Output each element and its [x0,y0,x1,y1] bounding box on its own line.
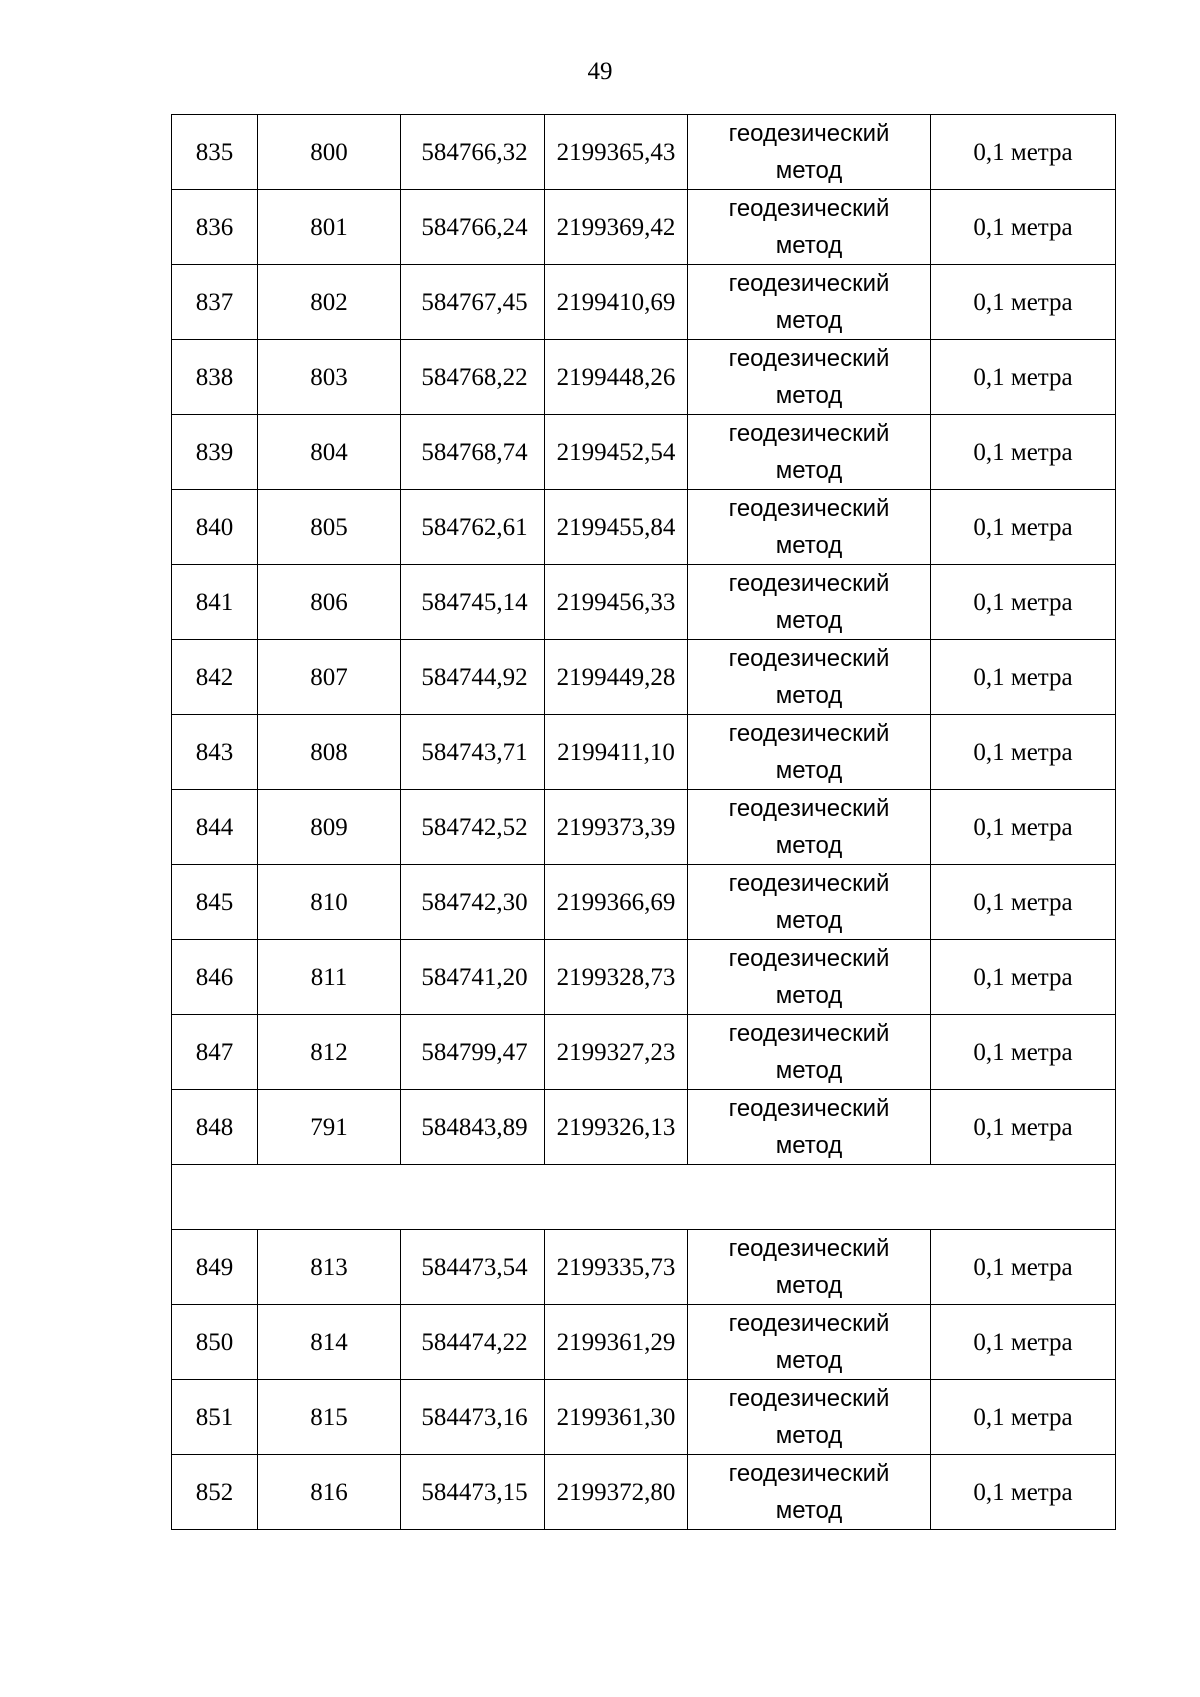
accuracy-cell: 0,1 метра [931,1380,1116,1455]
method-cell [688,115,931,190]
method-text: метод [775,457,843,484]
method-cell [688,1455,931,1530]
accuracy-cell: 0,1 метра [931,1015,1116,1090]
point-number-cell: 816 [258,1455,401,1530]
method-text: геодезический [728,1460,890,1487]
method-cell [688,865,931,940]
method-text: метод [775,982,843,1009]
accuracy-cell: 0,1 метра [931,1230,1116,1305]
table-row [172,1305,1116,1380]
method-text: геодезический [728,420,890,447]
table-row [172,715,1116,790]
method-text: метод [775,1272,843,1299]
method-cell [688,940,931,1015]
point-number-cell: 801 [258,190,401,265]
method-text: геодезический [728,795,890,822]
method-text: геодезический [728,1095,890,1122]
x-coordinate-cell: 584799,47 [401,1015,545,1090]
row-number-cell: 843 [172,715,258,790]
row-number-cell: 837 [172,265,258,340]
separator-row [172,1165,1116,1230]
table-row [172,265,1116,340]
row-number-cell: 851 [172,1380,258,1455]
method-text: метод [775,682,843,709]
accuracy-cell: 0,1 метра [931,640,1116,715]
table-row [172,940,1116,1015]
x-coordinate-cell: 584473,54 [401,1230,545,1305]
method-cell [688,565,931,640]
row-number-cell: 836 [172,190,258,265]
method-text: геодезический [728,270,890,297]
separator-cell [172,1165,1116,1230]
method-cell [688,1305,931,1380]
point-number-cell: 810 [258,865,401,940]
method-text: метод [775,757,843,784]
method-text: геодезический [728,645,890,672]
y-coordinate-cell: 2199326,13 [545,1090,688,1165]
method-cell [688,715,931,790]
method-text: метод [775,907,843,934]
table-row [172,865,1116,940]
y-coordinate-cell: 2199410,69 [545,265,688,340]
y-coordinate-cell: 2199327,23 [545,1015,688,1090]
method-text: метод [775,532,843,559]
y-coordinate-cell: 2199335,73 [545,1230,688,1305]
method-cell [688,1230,931,1305]
method-text: метод [775,607,843,634]
x-coordinate-cell: 584474,22 [401,1305,545,1380]
method-text: геодезический [728,195,890,222]
row-number-cell: 842 [172,640,258,715]
method-text: геодезический [728,1235,890,1262]
method-text: геодезический [728,495,890,522]
point-number-cell: 814 [258,1305,401,1380]
point-number-cell: 811 [258,940,401,1015]
method-cell [688,340,931,415]
method-text: метод [775,1422,843,1449]
accuracy-cell: 0,1 метра [931,415,1116,490]
accuracy-cell: 0,1 метра [931,1455,1116,1530]
method-text: геодезический [728,870,890,897]
method-cell [688,1015,931,1090]
x-coordinate-cell: 584473,15 [401,1455,545,1530]
method-text: метод [775,232,843,259]
row-number-cell: 835 [172,115,258,190]
point-number-cell: 809 [258,790,401,865]
x-coordinate-cell: 584473,16 [401,1380,545,1455]
accuracy-cell: 0,1 метра [931,865,1116,940]
table-row [172,565,1116,640]
y-coordinate-cell: 2199366,69 [545,865,688,940]
point-number-cell: 800 [258,115,401,190]
accuracy-cell: 0,1 метра [931,565,1116,640]
method-text: геодезический [728,1020,890,1047]
method-text: геодезический [728,120,890,147]
x-coordinate-cell: 584768,74 [401,415,545,490]
table-row [172,415,1116,490]
table-row [172,115,1116,190]
x-coordinate-cell: 584843,89 [401,1090,545,1165]
row-number-cell: 839 [172,415,258,490]
method-cell [688,490,931,565]
table-row [172,1230,1116,1305]
method-cell [688,640,931,715]
row-number-cell: 849 [172,1230,258,1305]
point-number-cell: 806 [258,565,401,640]
method-text: метод [775,157,843,184]
point-number-cell: 807 [258,640,401,715]
method-text: геодезический [728,720,890,747]
row-number-cell: 850 [172,1305,258,1380]
point-number-cell: 804 [258,415,401,490]
y-coordinate-cell: 2199448,26 [545,340,688,415]
method-text: метод [775,307,843,334]
table-row [172,640,1116,715]
x-coordinate-cell: 584762,61 [401,490,545,565]
y-coordinate-cell: 2199361,30 [545,1380,688,1455]
table-row [172,1380,1116,1455]
x-coordinate-cell: 584745,14 [401,565,545,640]
point-number-cell: 803 [258,340,401,415]
y-coordinate-cell: 2199449,28 [545,640,688,715]
y-coordinate-cell: 2199328,73 [545,940,688,1015]
accuracy-cell: 0,1 метра [931,715,1116,790]
x-coordinate-cell: 584743,71 [401,715,545,790]
row-number-cell: 841 [172,565,258,640]
row-number-cell: 845 [172,865,258,940]
y-coordinate-cell: 2199361,29 [545,1305,688,1380]
x-coordinate-cell: 584766,24 [401,190,545,265]
method-cell [688,1380,931,1455]
y-coordinate-cell: 2199452,54 [545,415,688,490]
table-row [172,490,1116,565]
accuracy-cell: 0,1 метра [931,265,1116,340]
point-number-cell: 802 [258,265,401,340]
method-text: метод [775,1347,843,1374]
row-number-cell: 840 [172,490,258,565]
accuracy-cell: 0,1 метра [931,490,1116,565]
table-row [172,1090,1116,1165]
method-cell [688,265,931,340]
row-number-cell: 847 [172,1015,258,1090]
row-number-cell: 848 [172,1090,258,1165]
y-coordinate-cell: 2199365,43 [545,115,688,190]
method-text: метод [775,1497,843,1524]
method-text: геодезический [728,345,890,372]
method-cell [688,415,931,490]
method-text: геодезический [728,945,890,972]
point-number-cell: 812 [258,1015,401,1090]
table-row [172,340,1116,415]
method-text: метод [775,382,843,409]
coordinates-table-body [172,115,1116,1530]
x-coordinate-cell: 584742,52 [401,790,545,865]
accuracy-cell: 0,1 метра [931,790,1116,865]
method-cell [688,1090,931,1165]
row-number-cell: 846 [172,940,258,1015]
method-text: геодезический [728,570,890,597]
accuracy-cell: 0,1 метра [931,940,1116,1015]
accuracy-cell: 0,1 метра [931,190,1116,265]
y-coordinate-cell: 2199372,80 [545,1455,688,1530]
method-text: метод [775,1132,843,1159]
x-coordinate-cell: 584766,32 [401,115,545,190]
point-number-cell: 791 [258,1090,401,1165]
point-number-cell: 813 [258,1230,401,1305]
row-number-cell: 838 [172,340,258,415]
y-coordinate-cell: 2199456,33 [545,565,688,640]
x-coordinate-cell: 584744,92 [401,640,545,715]
method-text: метод [775,832,843,859]
x-coordinate-cell: 584742,30 [401,865,545,940]
table-row [172,190,1116,265]
point-number-cell: 805 [258,490,401,565]
y-coordinate-cell: 2199411,10 [545,715,688,790]
table-row [172,1455,1116,1530]
row-number-cell: 852 [172,1455,258,1530]
table-row [172,1015,1116,1090]
accuracy-cell: 0,1 метра [931,340,1116,415]
method-cell [688,190,931,265]
y-coordinate-cell: 2199373,39 [545,790,688,865]
method-text: геодезический [728,1310,890,1337]
accuracy-cell: 0,1 метра [931,1090,1116,1165]
method-text: геодезический [728,1385,890,1412]
page-number: 49 [587,58,613,85]
x-coordinate-cell: 584767,45 [401,265,545,340]
point-number-cell: 815 [258,1380,401,1455]
coordinates-table [171,114,1116,1530]
x-coordinate-cell: 584741,20 [401,940,545,1015]
row-number-cell: 844 [172,790,258,865]
y-coordinate-cell: 2199455,84 [545,490,688,565]
accuracy-cell: 0,1 метра [931,115,1116,190]
method-text: метод [775,1057,843,1084]
table-row [172,790,1116,865]
method-cell [688,790,931,865]
x-coordinate-cell: 584768,22 [401,340,545,415]
y-coordinate-cell: 2199369,42 [545,190,688,265]
accuracy-cell: 0,1 метра [931,1305,1116,1380]
point-number-cell: 808 [258,715,401,790]
